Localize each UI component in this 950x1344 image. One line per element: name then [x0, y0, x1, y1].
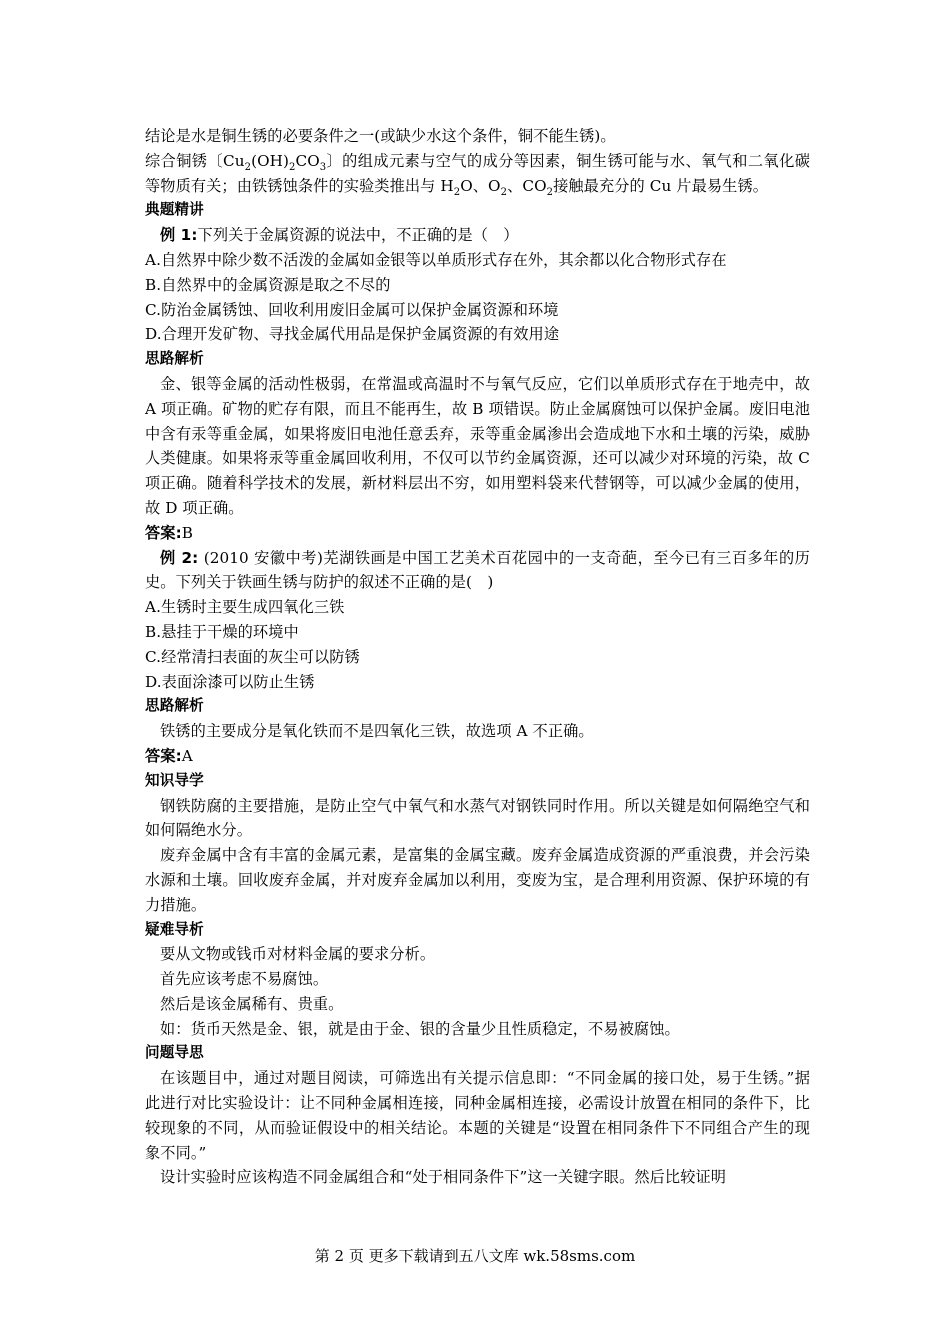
document-body	[145, 124, 810, 1190]
example-2-option-a: A.生锈时主要生成四氧化三铁	[145, 598, 345, 617]
example-2-option-d: D.表面涂漆可以防止生锈	[145, 672, 315, 691]
section-heading-dianti: 典题精讲	[145, 201, 204, 219]
section-heading-zhishi: 知识导学	[145, 771, 204, 789]
example-1-label: 例 1:	[160, 226, 198, 245]
section-heading-silu-1: 思路解析	[145, 350, 204, 368]
zhishi-paragraph-1: 钢铁防腐的主要措施，是防止空气中氧气和水蒸气对钢铁同时作用。所以关键是如何隔绝空气和如何隔绝水分。	[145, 796, 810, 840]
example-1-question: 例 1:下列关于金属资源的说法中，不正确的是（ ）	[160, 226, 519, 245]
example-2-question: 例 2: (2010 安徽中考)芜湖铁画是中国工艺美术百花园中的一支奇葩，至今已有三百多年的历史。下列关于铁画生锈与防护的叙述不正确的是( )	[145, 548, 810, 592]
yinan-line-2: 首先应该考虑不易腐蚀。	[160, 970, 329, 989]
intro-paragraph-2: 综合铜锈〔$Cu_2(OH)_2CO_3$〕的组成元素与空气的成分等因素，铜生锈可能与水、氧气和二氧化碳等物质有关；由铁锈蚀条件的实验类推出与 $H_2O$、$O_2$、$CO_2$接触最充分的 Cu 片最易生锈。	[145, 151, 810, 198]
analysis-2: 铁锈的主要成分是氧化铁而不是四氧化三铁，故选项 A 不正确。	[160, 722, 594, 741]
yinan-line-1: 要从文物或钱币对材料金属的要求分析。	[160, 945, 436, 964]
page-footer: 第 2 页 更多下载请到五八文库 wk.58sms.com	[314, 1247, 636, 1265]
example-1-option-c: C.防治金属锈蚀、回收利用废旧金属可以保护金属资源和环境	[145, 300, 559, 319]
section-heading-silu-2: 思路解析	[145, 697, 204, 715]
answer-1: 答案:B	[145, 523, 194, 542]
section-heading-wenti: 问题导思	[145, 1044, 204, 1062]
answer-2: 答案:A	[145, 746, 193, 765]
example-1-option-a: A.自然界中除少数不活泼的金属如金银等以单质形式存在外，其余都以化合物形式存在	[145, 250, 727, 269]
example-1-option-b: B.自然界中的金属资源是取之不尽的	[145, 275, 391, 294]
example-2-option-b: B.悬挂于干燥的环境中	[145, 622, 299, 641]
yinan-line-3: 然后是该金属稀有、贵重。	[160, 994, 344, 1013]
wenti-paragraph-1: 在该题目中，通过对题目阅读，可筛选出有关提示信息即：“不同金属的接口处，易于生锈。”据此进行对比实验设计：让不同种金属相连接，同种金属相连接，必需设计放置在相同的条件下，比较现象的不同，从而验证假设中的相关结论。本题的关键是“设置在相同条件下不同组合产生的现象不同。”	[145, 1069, 810, 1162]
intro-line-1: 结论是水是铜生锈的必要条件之一(或缺少水这个条件，铜不能生锈)。	[145, 127, 616, 145]
yinan-line-4: 如：货币天然是金、银，就是由于金、银的含量少且性质稳定，不易被腐蚀。	[160, 1019, 680, 1038]
wenti-paragraph-2: 设计实验时应该构造不同金属组合和“处于相同条件下”这一关键字眼。然后比较证明	[160, 1168, 727, 1187]
example-2-label: 例 2:	[160, 548, 199, 567]
example-1-option-d: D.合理开发矿物、寻找金属代用品是保护金属资源的有效用途	[145, 325, 560, 344]
example-2-option-c: C.经常清扫表面的灰尘可以防锈	[145, 647, 360, 666]
analysis-1: 金、银等金属的活动性极弱，在常温或高温时不与氧气反应，它们以单质形式存在于地壳中，故 A 项正确。矿物的贮存有限，而且不能再生，故 B 项错误。防止金属腐蚀可以保护金属。废旧电池中含有汞等重金属，如果将废旧电池任意丢弃，汞等重金属渗出会造成地下水和土壤的污染，威胁人类健康。如果将汞等重金属回收利用，不仅可以节约金属资源，还可以减少对环境的污染，故 C 项正确。随着科学技术的发展，新材料层出不穷，如用塑料袋来代替钢等，可以减少金属的使用，故 D 项正确。	[145, 374, 810, 517]
section-heading-yinan: 疑难导析	[145, 920, 204, 938]
zhishi-paragraph-2: 废弃金属中含有丰富的金属元素，是富集的金属宝藏。废弃金属造成资源的严重浪费，并会污染水源和土壤。回收废弃金属，并对废弃金属加以利用，变废为宝，是合理利用资源、保护环境的有力措施。	[145, 846, 810, 914]
